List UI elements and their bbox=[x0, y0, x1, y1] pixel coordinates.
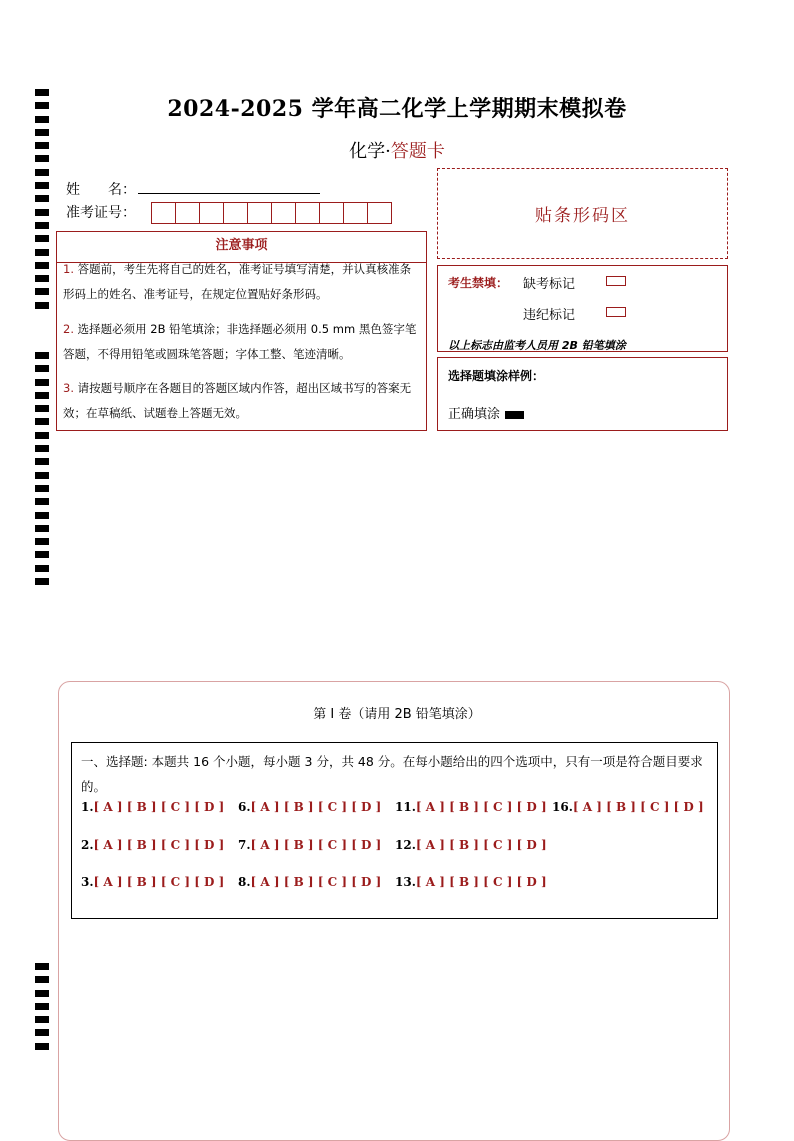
answer-options[interactable]: [ A ] [ B ] [ C ] [ D ] bbox=[93, 800, 225, 814]
examiner-only-box bbox=[437, 265, 728, 352]
subtitle-subject: 化学· bbox=[349, 141, 391, 162]
question-number: 1. bbox=[81, 800, 94, 814]
answer-options[interactable]: [ A ] [ B ] [ C ] [ D ] bbox=[572, 800, 704, 814]
question-number: 6. bbox=[238, 800, 251, 814]
notice-item-number: 3. bbox=[63, 381, 74, 395]
notice-item bbox=[63, 376, 420, 426]
barcode-label: 贴条形码区 bbox=[535, 206, 630, 226]
question-2[interactable] bbox=[81, 838, 224, 852]
violation-mark-box[interactable] bbox=[606, 307, 626, 317]
question-number: 3. bbox=[81, 875, 94, 889]
question-1[interactable] bbox=[81, 800, 224, 814]
page-title: 2024-2025 学年高二化学上学期期末模拟卷 bbox=[167, 96, 627, 122]
choice-questions-box bbox=[71, 742, 718, 919]
notice-item-number: 1. bbox=[63, 262, 74, 276]
id-digit-box[interactable] bbox=[199, 202, 224, 224]
timing-marks-middle bbox=[35, 352, 49, 591]
violation-mark-label: 违纪标记 bbox=[523, 308, 576, 323]
id-label: 准考证号： bbox=[66, 205, 136, 221]
answer-options[interactable]: [ A ] [ B ] [ C ] [ D ] bbox=[415, 875, 547, 889]
answer-options[interactable]: [ A ] [ B ] [ C ] [ D ] bbox=[250, 875, 382, 889]
answer-options[interactable]: [ A ] [ B ] [ C ] [ D ] bbox=[415, 838, 547, 852]
subtitle-card: 答题卡 bbox=[390, 141, 445, 162]
question-7[interactable] bbox=[238, 838, 381, 852]
id-digit-box[interactable] bbox=[151, 202, 176, 224]
id-digit-box[interactable] bbox=[295, 202, 320, 224]
answer-options[interactable]: [ A ] [ B ] [ C ] [ D ] bbox=[93, 838, 225, 852]
name-label: 姓 名： bbox=[66, 182, 136, 198]
question-13[interactable] bbox=[395, 875, 547, 889]
fill-example-title: 选择题填涂样例： bbox=[448, 369, 545, 383]
id-number-boxes[interactable] bbox=[151, 202, 391, 224]
answer-options[interactable]: [ A ] [ B ] [ C ] [ D ] bbox=[93, 875, 225, 889]
examiner-only-label: 考生禁填： bbox=[448, 276, 509, 290]
notice-item-text: 答题前，考生先将自己的姓名，准考证号填写清楚，并认真核准条形码上的姓名、准考证号，在规定位置贴好条形码。 bbox=[63, 262, 412, 301]
notice-item-number: 2. bbox=[63, 322, 74, 336]
question-number: 11. bbox=[395, 800, 416, 814]
question-number: 2. bbox=[81, 838, 94, 852]
notice-item bbox=[63, 257, 420, 307]
id-digit-box[interactable] bbox=[247, 202, 272, 224]
question-12[interactable] bbox=[395, 838, 547, 852]
filled-mark-sample bbox=[505, 411, 524, 419]
question-6[interactable] bbox=[238, 800, 381, 814]
answer-options[interactable]: [ A ] [ B ] [ C ] [ D ] bbox=[415, 800, 547, 814]
timing-marks-bottom bbox=[35, 963, 49, 1056]
question-3[interactable] bbox=[81, 875, 224, 889]
question-number: 12. bbox=[395, 838, 416, 852]
question-11[interactable] bbox=[395, 800, 547, 814]
barcode-area bbox=[437, 168, 728, 259]
notice-title: 注意事项 bbox=[57, 232, 426, 263]
id-digit-box[interactable] bbox=[223, 202, 248, 224]
question-number: 7. bbox=[238, 838, 251, 852]
id-digit-box[interactable] bbox=[319, 202, 344, 224]
notice-box bbox=[56, 231, 427, 431]
answer-options[interactable]: [ A ] [ B ] [ C ] [ D ] bbox=[250, 800, 382, 814]
page-subtitle bbox=[0, 137, 794, 163]
name-field[interactable] bbox=[138, 193, 320, 194]
question-number: 8. bbox=[238, 875, 251, 889]
notice-item bbox=[63, 317, 420, 367]
notice-item-text: 选择题必须用 2B 铅笔填涂；非选择题必须用 0.5 mm 黑色签字笔答题，不得用铅笔或圆珠笔答题；字体工整、笔迹清晰。 bbox=[63, 322, 417, 361]
correct-fill-row bbox=[448, 403, 524, 422]
question-8[interactable] bbox=[238, 875, 381, 889]
question-number: 16. bbox=[552, 800, 573, 814]
id-digit-box[interactable] bbox=[343, 202, 368, 224]
choice-instructions: 一、选择题: 本题共 16 个小题，每小题 3 分，共 48 分。在每小题给出的四个选项中，只有一项是符合题目要求的。 bbox=[81, 754, 703, 794]
notice-item-text: 请按题号顺序在各题目的答题区域内作答，超出区域书写的答案无效；在草稿纸、试题卷上答题无效。 bbox=[63, 381, 412, 420]
section-title: 第 I 卷（请用 2B 铅笔填涂） bbox=[313, 707, 481, 722]
correct-fill-label: 正确填涂 bbox=[448, 407, 501, 422]
id-digit-box[interactable] bbox=[175, 202, 200, 224]
answer-options[interactable]: [ A ] [ B ] [ C ] [ D ] bbox=[250, 838, 382, 852]
id-digit-box[interactable] bbox=[271, 202, 296, 224]
examiner-note: 以上标志由监考人员用 2B 铅笔填涂 bbox=[448, 339, 626, 352]
id-digit-box[interactable] bbox=[367, 202, 392, 224]
question-16[interactable] bbox=[552, 800, 704, 814]
absent-mark-label: 缺考标记 bbox=[523, 277, 576, 292]
absent-mark-box[interactable] bbox=[606, 276, 626, 286]
question-number: 13. bbox=[395, 875, 416, 889]
fill-example-box bbox=[437, 357, 728, 431]
